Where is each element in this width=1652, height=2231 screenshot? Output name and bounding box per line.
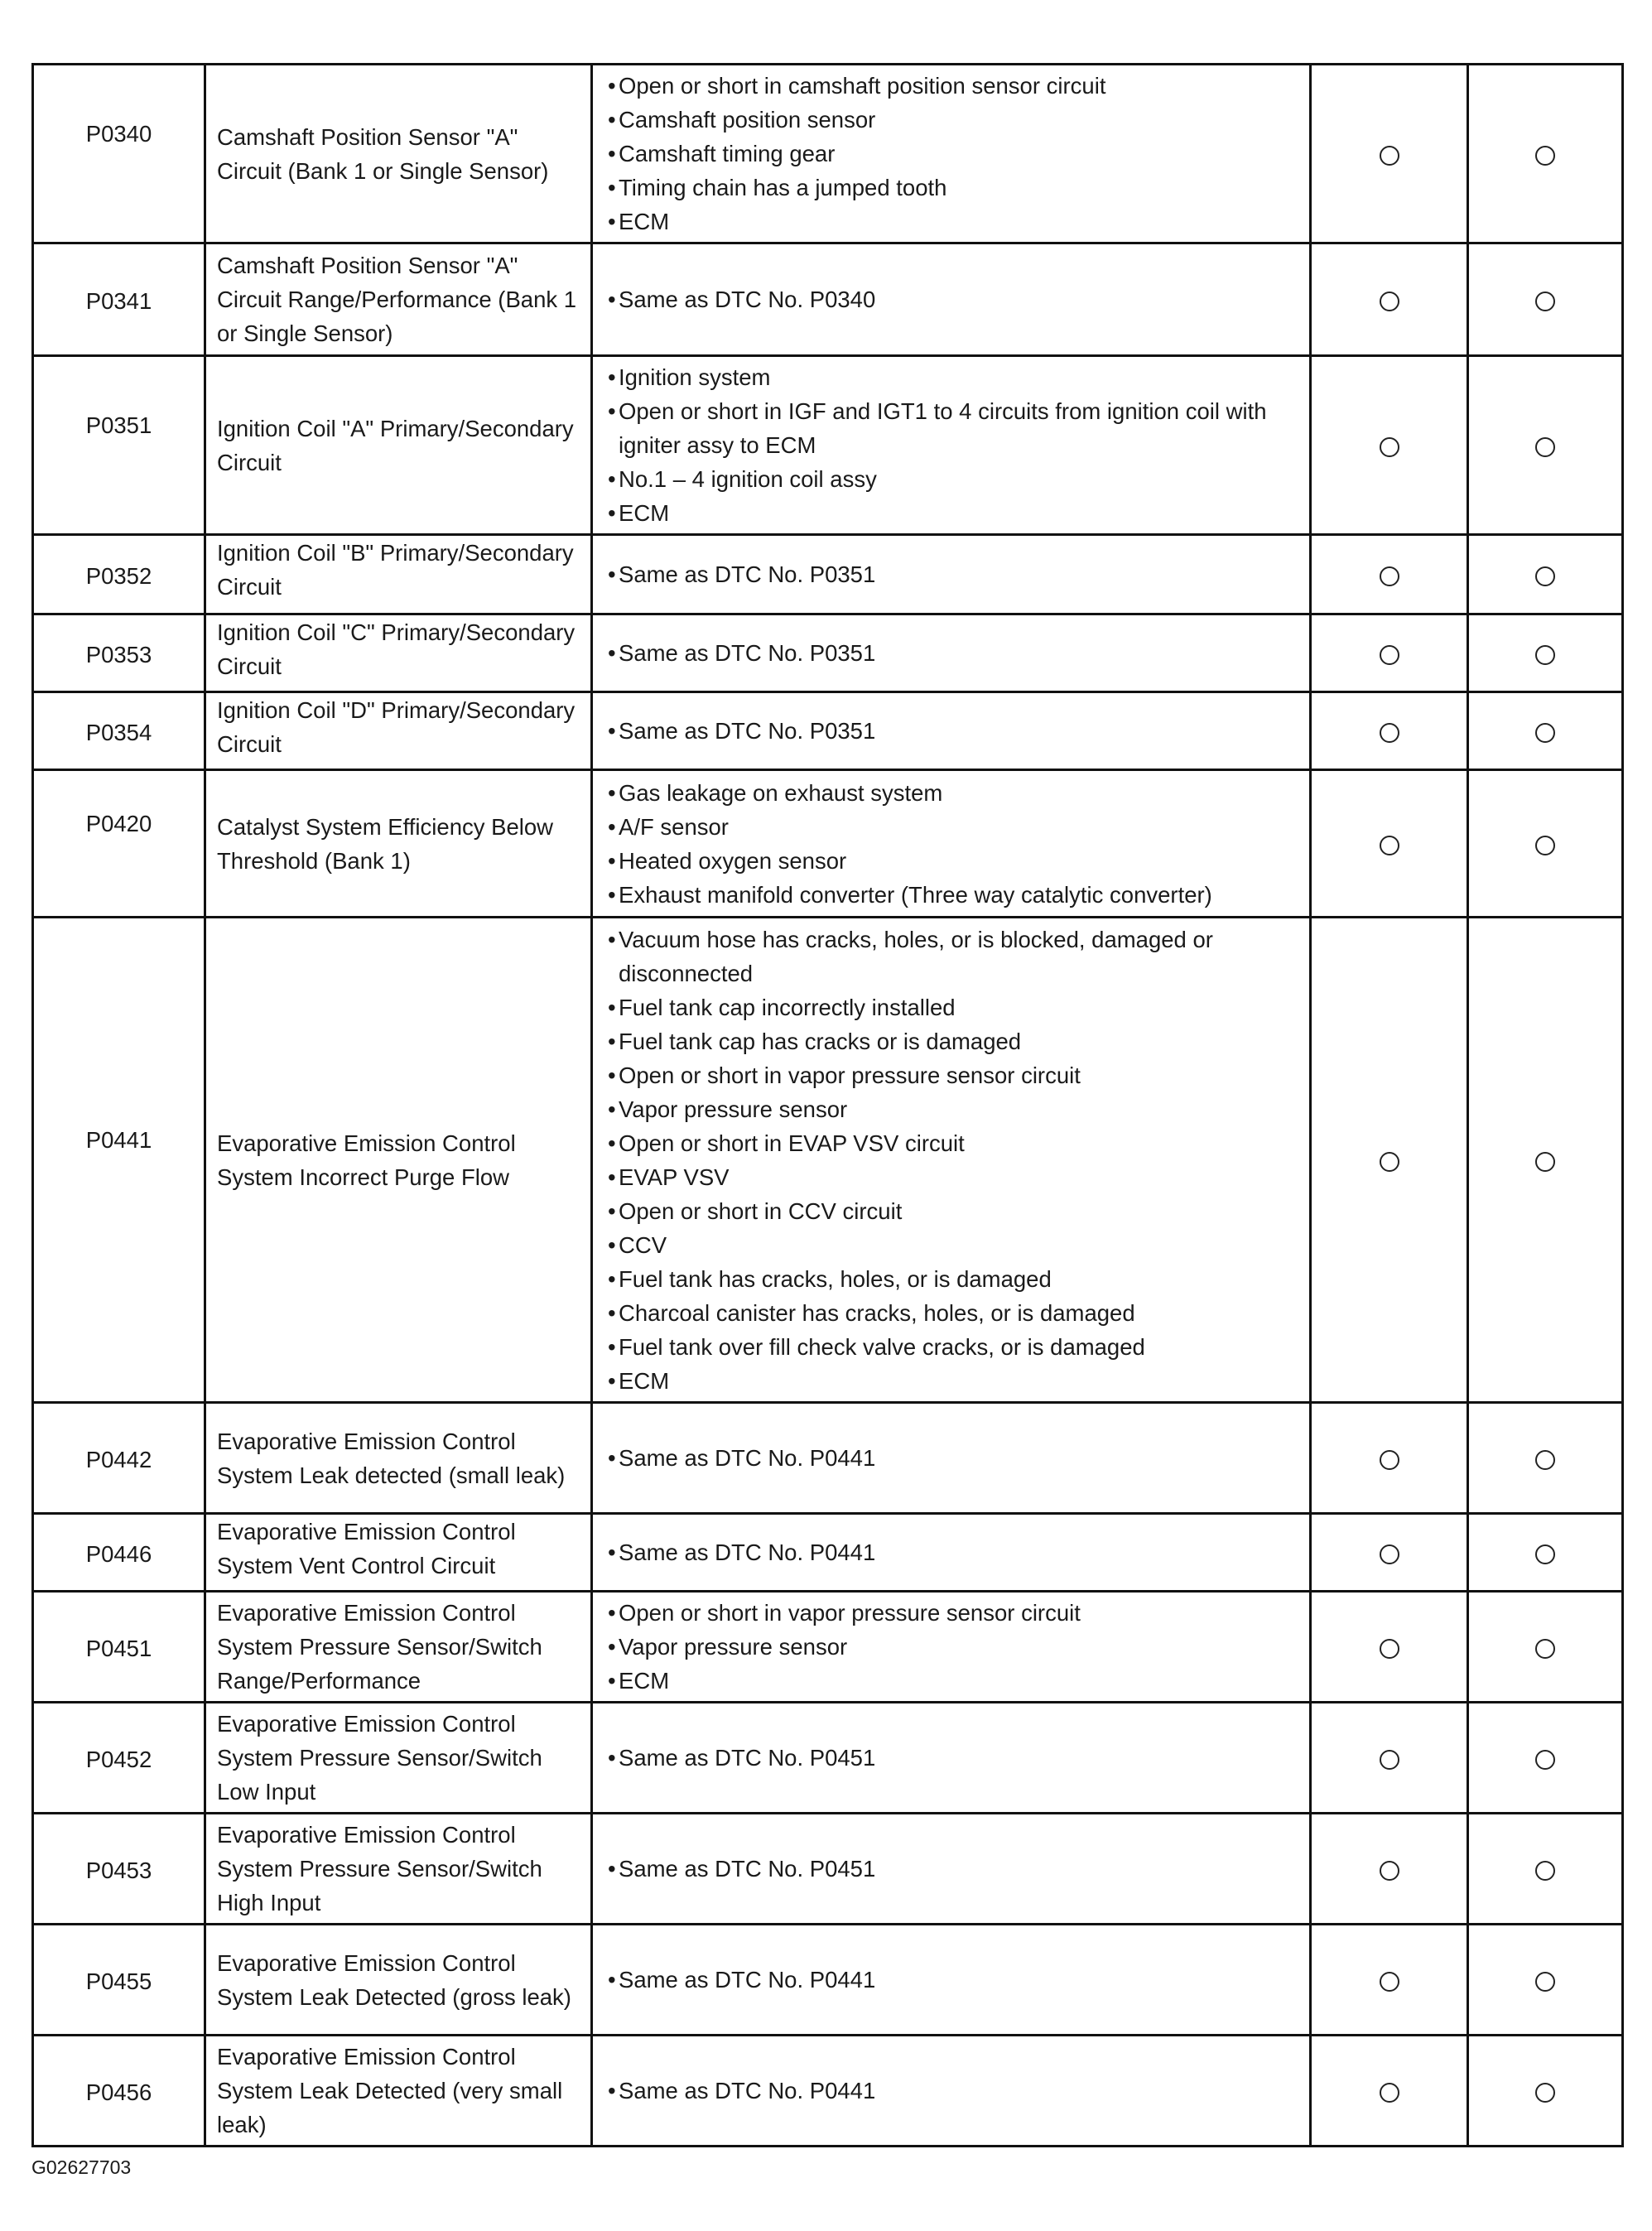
mil-indicator: [1311, 918, 1468, 1403]
trouble-areas: [592, 2036, 1311, 2147]
mil-indicator: [1311, 535, 1468, 614]
table-row: [33, 65, 1623, 243]
trouble-area-item: • Camshaft timing gear: [608, 137, 1303, 171]
dtc-description: Ignition Coil "A" Primary/Secondary Circuit: [205, 356, 592, 535]
circle-icon: [1535, 1861, 1555, 1881]
trouble-area-item: • Charcoal canister has cracks, holes, or is damaged: [608, 1296, 1303, 1330]
circle-icon: [1535, 146, 1555, 166]
circle-icon: [1535, 645, 1555, 665]
mil-indicator: [1311, 614, 1468, 692]
trouble-area-item: • No.1 – 4 ignition coil assy: [608, 462, 1303, 496]
trouble-area-item: • EVAP VSV: [608, 1160, 1303, 1194]
circle-icon: [1535, 437, 1555, 457]
mil-indicator: [1311, 692, 1468, 770]
trouble-area-item: • A/F sensor: [608, 810, 1303, 844]
table-row: [33, 356, 1623, 535]
trouble-area-item: • Open or short in vapor pressure sensor circuit: [608, 1596, 1303, 1630]
trouble-area-item: • Fuel tank has cracks, holes, or is damaged: [608, 1262, 1303, 1296]
trouble-area-item: • Vacuum hose has cracks, holes, or is blocked, damaged or disconnected: [608, 923, 1303, 990]
memory-indicator: [1468, 1925, 1623, 2036]
circle-icon: [1535, 723, 1555, 743]
table-row: [33, 614, 1623, 692]
trouble-area-item: • CCV: [608, 1228, 1303, 1262]
trouble-area-item: • Same as DTC No. P0340: [608, 282, 1303, 316]
memory-indicator: [1468, 65, 1623, 243]
trouble-area-item: • Same as DTC No. P0441: [608, 2074, 1303, 2108]
dtc-code: P0451: [33, 1592, 205, 1703]
circle-icon: [1380, 836, 1399, 855]
trouble-area-item: • Same as DTC No. P0351: [608, 714, 1303, 748]
trouble-areas: [592, 692, 1311, 770]
table-row: [33, 770, 1623, 918]
circle-icon: [1535, 1544, 1555, 1564]
circle-icon: [1380, 1861, 1399, 1881]
trouble-area-item: • Same as DTC No. P0351: [608, 636, 1303, 670]
figure-id: G02627703: [31, 2156, 132, 2178]
trouble-areas: [592, 1814, 1311, 1925]
dtc-description: Evaporative Emission Control System Pressure Sensor/Switch High Input: [205, 1814, 592, 1925]
trouble-areas: [592, 1703, 1311, 1814]
dtc-description: Camshaft Position Sensor "A" Circuit (Bank 1 or Single Sensor): [205, 65, 592, 243]
trouble-areas: [592, 1514, 1311, 1592]
trouble-area-item: • Open or short in camshaft position sensor circuit: [608, 69, 1303, 103]
trouble-area-item: • Same as DTC No. P0451: [608, 1741, 1303, 1775]
dtc-code: P0446: [33, 1514, 205, 1592]
mil-indicator: [1311, 2036, 1468, 2147]
dtc-description: Evaporative Emission Control System Leak detected (small leak): [205, 1403, 592, 1514]
circle-icon: [1380, 723, 1399, 743]
circle-icon: [1380, 1450, 1399, 1470]
dtc-description: Ignition Coil "C" Primary/Secondary Circuit: [205, 614, 592, 692]
circle-icon: [1380, 146, 1399, 166]
trouble-areas: [592, 918, 1311, 1403]
circle-icon: [1380, 566, 1399, 586]
dtc-description: Evaporative Emission Control System Vent Control Circuit: [205, 1514, 592, 1592]
trouble-areas: [592, 243, 1311, 356]
table-row: [33, 1514, 1623, 1592]
circle-icon: [1380, 437, 1399, 457]
trouble-area-item: • ECM: [608, 205, 1303, 239]
memory-indicator: [1468, 692, 1623, 770]
trouble-areas: [592, 1403, 1311, 1514]
circle-icon: [1380, 292, 1399, 311]
dtc-code: P0354: [33, 692, 205, 770]
dtc-description: Evaporative Emission Control System Incorrect Purge Flow: [205, 918, 592, 1403]
circle-icon: [1535, 1972, 1555, 1992]
memory-indicator: [1468, 918, 1623, 1403]
trouble-area-item: • Vapor pressure sensor: [608, 1630, 1303, 1664]
memory-indicator: [1468, 614, 1623, 692]
trouble-area-item: • Same as DTC No. P0451: [608, 1852, 1303, 1886]
mil-indicator: [1311, 65, 1468, 243]
trouble-area-item: • Same as DTC No. P0441: [608, 1441, 1303, 1475]
dtc-code: P0456: [33, 2036, 205, 2147]
dtc-code: P0455: [33, 1925, 205, 2036]
table-row: [33, 918, 1623, 1403]
trouble-area-item: • Same as DTC No. P0441: [608, 1963, 1303, 1997]
circle-icon: [1380, 1750, 1399, 1770]
circle-icon: [1380, 645, 1399, 665]
dtc-description: Catalyst System Efficiency Below Threshold (Bank 1): [205, 770, 592, 918]
dtc-code: P0352: [33, 535, 205, 614]
trouble-areas: [592, 1592, 1311, 1703]
table-row: [33, 535, 1623, 614]
dtc-code: P0351: [33, 356, 205, 535]
memory-indicator: [1468, 2036, 1623, 2147]
trouble-area-item: • Gas leakage on exhaust system: [608, 776, 1303, 810]
trouble-area-item: • Heated oxygen sensor: [608, 844, 1303, 878]
circle-icon: [1535, 1639, 1555, 1659]
trouble-area-item: • Fuel tank cap incorrectly installed: [608, 990, 1303, 1024]
dtc-description: Evaporative Emission Control System Leak Detected (gross leak): [205, 1925, 592, 2036]
trouble-area-item: • Open or short in vapor pressure sensor circuit: [608, 1058, 1303, 1092]
mil-indicator: [1311, 1403, 1468, 1514]
dtc-code: P0340: [33, 65, 205, 243]
trouble-area-item: • Timing chain has a jumped tooth: [608, 171, 1303, 205]
memory-indicator: [1468, 1514, 1623, 1592]
dtc-description: Evaporative Emission Control System Leak Detected (very small leak): [205, 2036, 592, 2147]
circle-icon: [1380, 1152, 1399, 1172]
trouble-area-item: • Camshaft position sensor: [608, 103, 1303, 137]
trouble-area-item: • Ignition system: [608, 360, 1303, 394]
memory-indicator: [1468, 1703, 1623, 1814]
mil-indicator: [1311, 1814, 1468, 1925]
table-row: [33, 1925, 1623, 2036]
table-row: [33, 1403, 1623, 1514]
circle-icon: [1535, 566, 1555, 586]
memory-indicator: [1468, 770, 1623, 918]
mil-indicator: [1311, 356, 1468, 535]
circle-icon: [1380, 1639, 1399, 1659]
trouble-area-item: • Exhaust manifold converter (Three way catalytic converter): [608, 878, 1303, 912]
mil-indicator: [1311, 1514, 1468, 1592]
table-row: [33, 1814, 1623, 1925]
trouble-area-item: • Open or short in CCV circuit: [608, 1194, 1303, 1228]
dtc-table: [31, 63, 1624, 2147]
dtc-code: P0441: [33, 918, 205, 1403]
mil-indicator: [1311, 243, 1468, 356]
circle-icon: [1535, 1450, 1555, 1470]
trouble-areas: [592, 65, 1311, 243]
trouble-area-item: • Open or short in EVAP VSV circuit: [608, 1126, 1303, 1160]
trouble-area-item: • Fuel tank cap has cracks or is damaged: [608, 1024, 1303, 1058]
memory-indicator: [1468, 356, 1623, 535]
trouble-areas: [592, 770, 1311, 918]
trouble-area-item: • Open or short in IGF and IGT1 to 4 circuits from ignition coil with igniter assy to ECM: [608, 394, 1303, 462]
circle-icon: [1535, 1750, 1555, 1770]
dtc-table-body: [33, 65, 1623, 2147]
trouble-areas: [592, 535, 1311, 614]
dtc-code: P0453: [33, 1814, 205, 1925]
trouble-areas: [592, 356, 1311, 535]
trouble-area-item: • Same as DTC No. P0441: [608, 1535, 1303, 1569]
circle-icon: [1380, 2083, 1399, 2103]
mil-indicator: [1311, 1592, 1468, 1703]
dtc-description: Ignition Coil "D" Primary/Secondary Circuit: [205, 692, 592, 770]
circle-icon: [1535, 836, 1555, 855]
dtc-description: Camshaft Position Sensor "A" Circuit Range/Performance (Bank 1 or Single Sensor): [205, 243, 592, 356]
circle-icon: [1535, 1152, 1555, 1172]
memory-indicator: [1468, 1403, 1623, 1514]
table-row: [33, 243, 1623, 356]
trouble-areas: [592, 1925, 1311, 2036]
trouble-area-item: • ECM: [608, 1364, 1303, 1398]
dtc-description: Ignition Coil "B" Primary/Secondary Circuit: [205, 535, 592, 614]
memory-indicator: [1468, 1814, 1623, 1925]
trouble-area-item: • Fuel tank over fill check valve cracks, or is damaged: [608, 1330, 1303, 1364]
table-row: [33, 1703, 1623, 1814]
mil-indicator: [1311, 1703, 1468, 1814]
circle-icon: [1380, 1972, 1399, 1992]
dtc-description: Evaporative Emission Control System Pressure Sensor/Switch Low Input: [205, 1703, 592, 1814]
trouble-area-item: • Same as DTC No. P0351: [608, 557, 1303, 591]
mil-indicator: [1311, 770, 1468, 918]
dtc-code: P0442: [33, 1403, 205, 1514]
dtc-code: P0341: [33, 243, 205, 356]
trouble-area-item: • ECM: [608, 496, 1303, 530]
memory-indicator: [1468, 1592, 1623, 1703]
table-row: [33, 692, 1623, 770]
table-row: [33, 2036, 1623, 2147]
trouble-area-item: • ECM: [608, 1664, 1303, 1698]
table-row: [33, 1592, 1623, 1703]
dtc-code: P0420: [33, 770, 205, 918]
dtc-description: Evaporative Emission Control System Pressure Sensor/Switch Range/Performance: [205, 1592, 592, 1703]
mil-indicator: [1311, 1925, 1468, 2036]
trouble-area-item: • Vapor pressure sensor: [608, 1092, 1303, 1126]
memory-indicator: [1468, 535, 1623, 614]
circle-icon: [1535, 292, 1555, 311]
circle-icon: [1535, 2083, 1555, 2103]
dtc-code: P0353: [33, 614, 205, 692]
memory-indicator: [1468, 243, 1623, 356]
trouble-areas: [592, 614, 1311, 692]
circle-icon: [1380, 1544, 1399, 1564]
dtc-code: P0452: [33, 1703, 205, 1814]
